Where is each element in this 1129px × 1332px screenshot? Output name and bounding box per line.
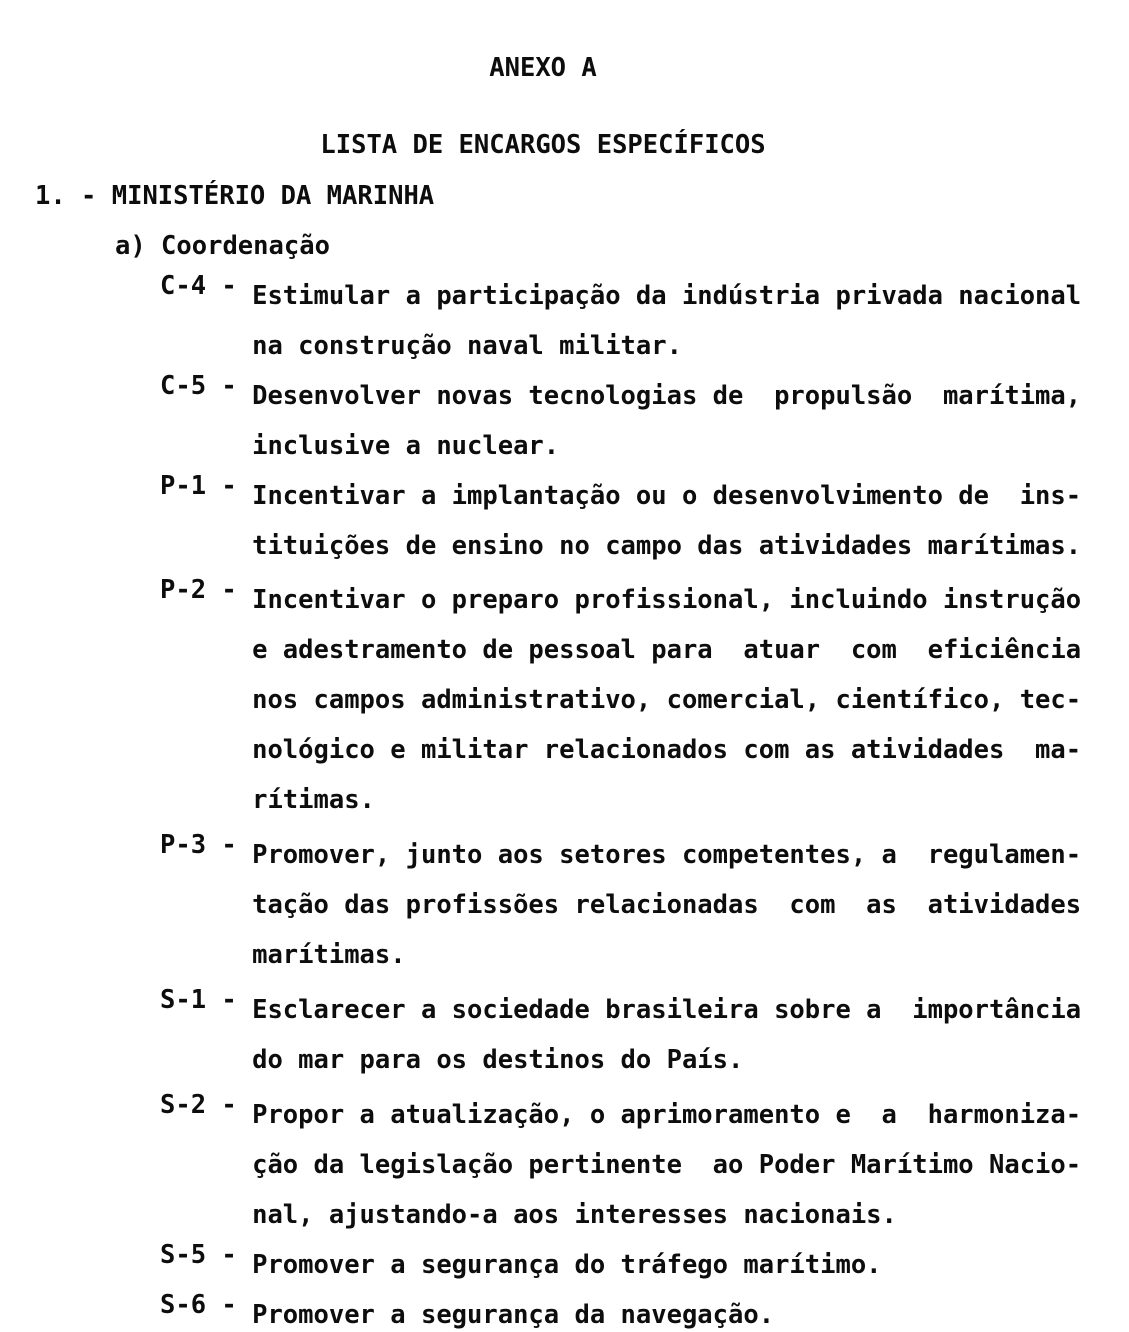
encargo-item bbox=[0, 271, 1129, 371]
item-separator: - bbox=[221, 1290, 237, 1320]
item-text-line: Incentivar o preparo profissional, incluindo instrução bbox=[252, 585, 1082, 615]
item-separator: - bbox=[221, 985, 237, 1015]
item-text bbox=[252, 471, 1129, 571]
item-code: S-5 bbox=[160, 1240, 207, 1270]
encargo-item bbox=[0, 575, 1129, 825]
item-text-line: inclusive a nuclear. bbox=[252, 431, 560, 461]
annex-title: ANEXO A bbox=[489, 53, 597, 83]
item-separator: - bbox=[221, 1090, 237, 1120]
item-separator: - bbox=[221, 575, 237, 605]
item-separator: - bbox=[221, 371, 237, 401]
item-separator: - bbox=[221, 1240, 237, 1270]
item-code: S-6 bbox=[160, 1290, 207, 1320]
encargo-item bbox=[0, 830, 1129, 980]
item-text bbox=[252, 371, 1129, 471]
item-text bbox=[252, 1240, 1129, 1290]
item-code: C-5 bbox=[160, 371, 207, 401]
encargo-item bbox=[0, 1240, 1129, 1290]
encargo-item bbox=[0, 1090, 1129, 1240]
item-text-line: Desenvolver novas tecnologias de propulsão marítima, bbox=[252, 381, 1082, 411]
subsection-title: Coordenação bbox=[161, 231, 330, 261]
section-number: 1. bbox=[35, 181, 66, 211]
subsection-heading bbox=[0, 221, 1129, 271]
item-code: C-4 bbox=[160, 271, 207, 301]
item-text-line: Estimular a participação da indústria privada nacional bbox=[252, 281, 1082, 311]
item-text-line: nal, ajustando-a aos interesses nacionais. bbox=[252, 1200, 897, 1230]
item-code: S-1 bbox=[160, 985, 207, 1015]
item-text-line: Propor a atualização, o aprimoramento e a harmoniza- bbox=[252, 1100, 1082, 1130]
encargo-item bbox=[0, 471, 1129, 571]
item-text bbox=[252, 985, 1129, 1085]
item-text-line: na construção naval militar. bbox=[252, 331, 682, 361]
item-text-line: Promover a segurança da navegação. bbox=[252, 1300, 775, 1330]
item-separator: - bbox=[221, 271, 237, 301]
item-text-line: tituições de ensino no campo das atividades marítimas. bbox=[252, 531, 1082, 561]
item-code: P-2 bbox=[160, 575, 207, 605]
item-text-line: ção da legislação pertinente ao Poder Marítimo Nacio- bbox=[252, 1150, 1082, 1180]
item-text-line: nológico e militar relacionados com as atividades ma- bbox=[252, 735, 1082, 765]
item-text-line: e adestramento de pessoal para atuar com eficiência bbox=[252, 635, 1082, 665]
item-text-line: tação das profissões relacionadas com as atividades bbox=[252, 890, 1082, 920]
encargo-item bbox=[0, 1290, 1129, 1332]
encargo-item bbox=[0, 371, 1129, 471]
item-text-line: Esclarecer a sociedade brasileira sobre a importância bbox=[252, 995, 1082, 1025]
item-text-line: Promover a segurança do tráfego marítimo. bbox=[252, 1250, 882, 1280]
item-code: S-2 bbox=[160, 1090, 207, 1120]
item-text bbox=[252, 1090, 1129, 1240]
item-text-line: do mar para os destinos do País. bbox=[252, 1045, 744, 1075]
item-code: P-1 bbox=[160, 471, 207, 501]
section-title: MINISTÉRIO DA MARINHA bbox=[111, 181, 435, 211]
item-text bbox=[252, 830, 1129, 980]
item-text-line: Promover, junto aos setores competentes, a regulamen- bbox=[252, 840, 1082, 870]
item-text bbox=[252, 575, 1129, 825]
item-text-line: Incentivar a implantação ou o desenvolvimento de ins- bbox=[252, 481, 1082, 511]
section-heading bbox=[0, 171, 1129, 221]
subsection-label: a) bbox=[115, 231, 146, 261]
document-subtitle: LISTA DE ENCARGOS ESPECÍFICOS bbox=[320, 130, 766, 160]
items-list bbox=[0, 271, 1129, 1332]
item-text bbox=[252, 1290, 1129, 1332]
item-separator: - bbox=[221, 830, 237, 860]
item-code: P-3 bbox=[160, 830, 207, 860]
item-text bbox=[252, 271, 1129, 371]
item-text-line: nos campos administrativo, comercial, científico, tec- bbox=[252, 685, 1082, 715]
encargo-item bbox=[0, 985, 1129, 1085]
item-text-line: rítimas. bbox=[252, 785, 375, 815]
item-separator: - bbox=[221, 471, 237, 501]
item-text-line: marítimas. bbox=[252, 940, 406, 970]
section-separator: - bbox=[81, 181, 97, 211]
